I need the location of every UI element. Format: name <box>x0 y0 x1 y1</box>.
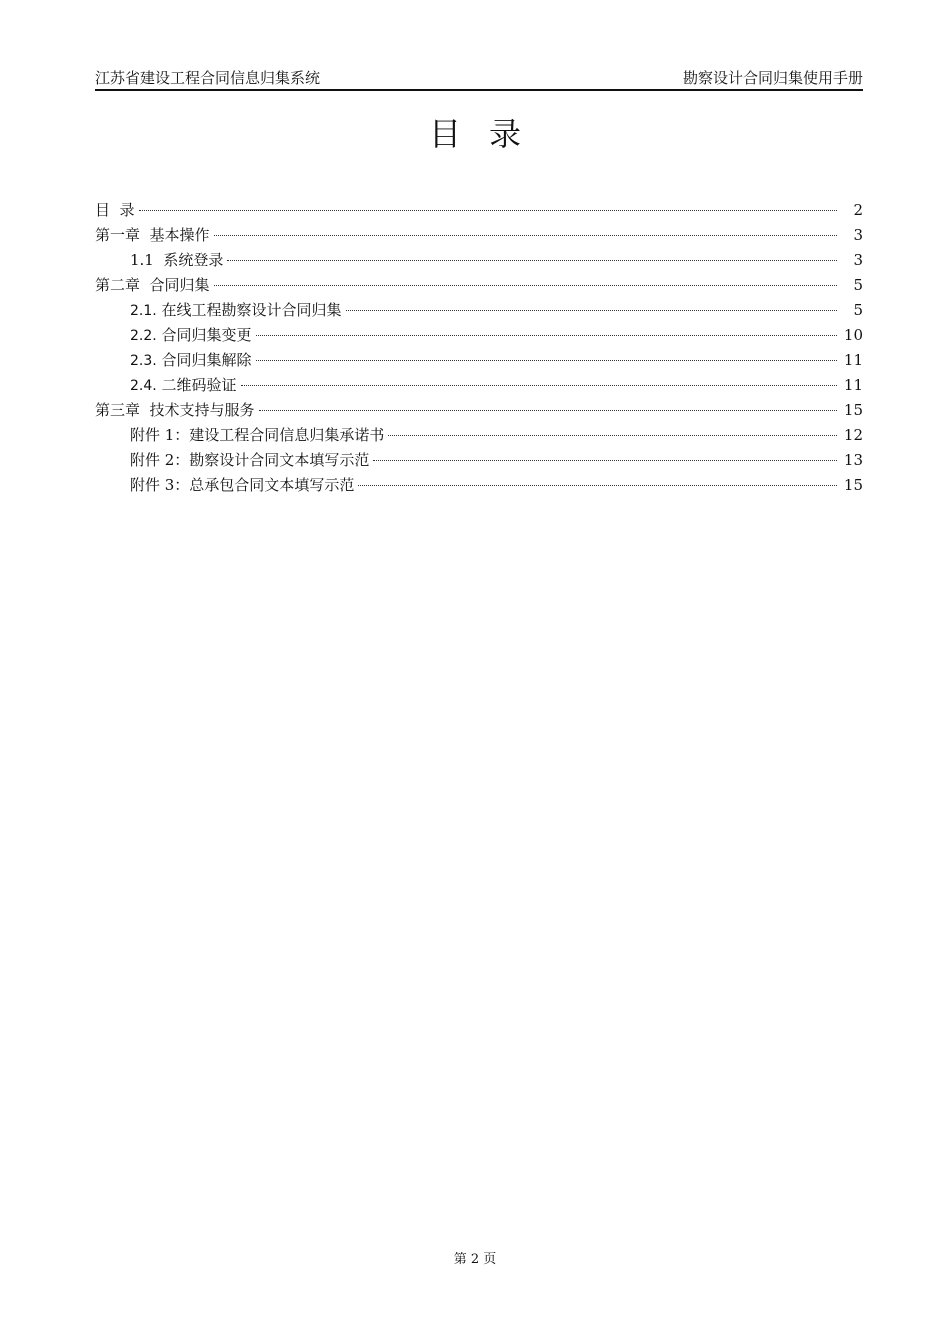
toc-entry[interactable] <box>95 448 863 473</box>
toc-entry-text: 1.1 系统登录 <box>130 251 224 269</box>
page-header <box>95 68 863 91</box>
toc-entry[interactable] <box>95 273 863 298</box>
toc-entry-page: 5 <box>853 276 863 294</box>
toc-entry-number: 2.2. <box>130 328 157 344</box>
table-of-contents <box>95 198 863 498</box>
toc-entry-text: 附件 1：建设工程合同信息归集承诺书 <box>130 426 385 444</box>
toc-entry-label <box>95 198 135 223</box>
toc-entry-text: 在线工程勘察设计合同归集 <box>156 301 342 319</box>
toc-entry-label <box>130 248 223 273</box>
toc-entry[interactable] <box>95 398 863 423</box>
toc-entry-text: 第二章 合同归集 <box>95 276 210 294</box>
toc-entry-text: 合同归集变更 <box>156 326 252 344</box>
toc-dot-leader <box>214 234 837 236</box>
toc-entry-page: 3 <box>853 251 863 269</box>
toc-dot-leader <box>241 384 838 386</box>
toc-entry-page: 15 <box>843 401 863 419</box>
toc-dot-leader <box>388 434 837 436</box>
toc-entry[interactable] <box>95 473 863 498</box>
toc-dot-leader <box>259 409 837 411</box>
toc-entry[interactable] <box>95 198 863 223</box>
toc-entry-label <box>130 348 252 374</box>
toc-entry-number: 2.4. <box>130 378 157 394</box>
toc-entry-label <box>95 398 255 423</box>
toc-dot-leader <box>256 334 838 336</box>
toc-entry[interactable] <box>95 223 863 248</box>
header-system-name: 江苏省建设工程合同信息归集系统 <box>95 69 321 87</box>
toc-entry[interactable] <box>95 373 863 398</box>
toc-entry-page: 10 <box>843 326 863 344</box>
toc-entry-page: 11 <box>843 351 863 369</box>
toc-entry-number: 2.3. <box>130 353 157 369</box>
toc-entry[interactable] <box>95 298 863 323</box>
toc-entry-text: 目 录 <box>95 201 135 219</box>
toc-entry-label <box>130 423 384 448</box>
toc-entry-text: 合同归集解除 <box>156 351 252 369</box>
toc-entry[interactable] <box>95 348 863 373</box>
toc-dot-leader <box>346 309 838 311</box>
toc-dot-leader <box>227 259 837 261</box>
toc-title: 目录 <box>428 115 549 153</box>
toc-dot-leader <box>358 484 837 486</box>
toc-entry-label <box>130 323 252 349</box>
toc-entry-label <box>95 223 210 248</box>
toc-entry-text: 二维码验证 <box>156 376 237 394</box>
toc-entry-page: 15 <box>843 476 863 494</box>
toc-entry-text: 附件 2：勘察设计合同文本填写示范 <box>130 451 370 469</box>
toc-entry-label <box>130 373 237 399</box>
toc-entry-page: 3 <box>853 226 863 244</box>
toc-dot-leader <box>373 459 837 461</box>
toc-entry[interactable] <box>95 323 863 348</box>
toc-entry-label <box>130 298 342 324</box>
toc-entry-text: 第一章 基本操作 <box>95 226 210 244</box>
toc-entry[interactable] <box>95 248 863 273</box>
toc-entry-page: 13 <box>843 451 863 469</box>
toc-entry-label <box>130 448 369 473</box>
toc-entry-number: 2.1. <box>130 303 157 319</box>
toc-entry-label <box>130 473 354 498</box>
toc-entry[interactable] <box>95 423 863 448</box>
toc-dot-leader <box>256 359 838 361</box>
toc-dot-leader <box>139 209 837 211</box>
toc-entry-text: 附件 3：总承包合同文本填写示范 <box>130 476 355 494</box>
toc-entry-text: 第三章 技术支持与服务 <box>95 401 255 419</box>
toc-entry-page: 11 <box>843 376 863 394</box>
page-number: 第 2 页 <box>453 1252 497 1267</box>
toc-dot-leader <box>214 284 837 286</box>
toc-entry-page: 5 <box>853 301 863 319</box>
toc-entry-label <box>95 273 210 298</box>
toc-entry-page: 2 <box>853 201 863 219</box>
toc-entry-page: 12 <box>843 426 863 444</box>
header-manual-name: 勘察设计合同归集使用手册 <box>682 69 863 87</box>
